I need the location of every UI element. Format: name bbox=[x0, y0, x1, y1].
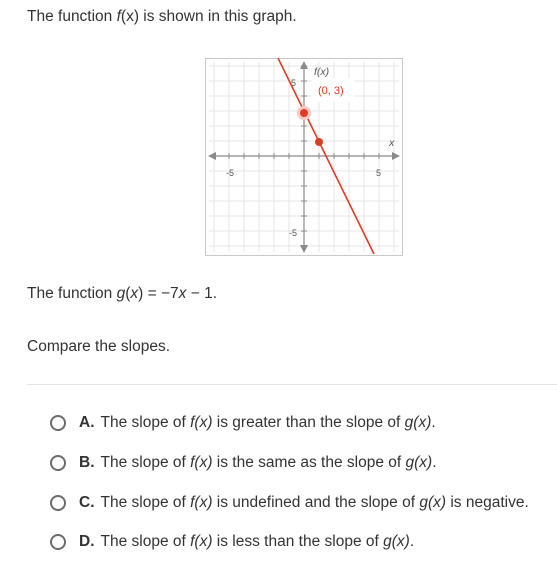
intro-fn: f bbox=[116, 8, 121, 25]
point-second[interactable] bbox=[315, 138, 323, 146]
x-tick-label-neg5: -5 bbox=[226, 168, 235, 178]
y-tick-label-5: 5 bbox=[291, 78, 297, 88]
option-text-part: . bbox=[431, 414, 436, 431]
graph-svg bbox=[205, 58, 403, 256]
option-d[interactable] bbox=[50, 530, 414, 554]
point-label: (0, 3) bbox=[318, 85, 344, 97]
intro-pre: The function bbox=[27, 8, 117, 25]
option-text-part: . bbox=[432, 454, 437, 471]
option-text-part: The slope of bbox=[100, 533, 191, 550]
intro-arg: (x) bbox=[120, 8, 139, 25]
option-letter: A. bbox=[79, 414, 95, 431]
option-text bbox=[101, 533, 415, 551]
g-pre: The function bbox=[27, 285, 117, 302]
option-a[interactable] bbox=[50, 411, 436, 435]
g-function-definition bbox=[27, 285, 217, 303]
option-text-part: is greater than the slope of bbox=[212, 414, 405, 431]
y-axis-label: f(x) bbox=[314, 66, 330, 78]
option-fn: f(x) bbox=[190, 414, 213, 431]
radio-d[interactable] bbox=[50, 534, 66, 550]
option-letter: B. bbox=[79, 454, 95, 471]
option-letter: D. bbox=[79, 533, 95, 550]
option-text bbox=[101, 494, 529, 512]
option-fn: g(x) bbox=[419, 494, 447, 511]
option-b[interactable] bbox=[50, 451, 437, 475]
option-fn: f(x) bbox=[190, 454, 213, 471]
function-graph bbox=[205, 58, 403, 256]
radio-a[interactable] bbox=[50, 415, 66, 431]
option-text-part: The slope of bbox=[100, 454, 191, 471]
option-fn: g(x) bbox=[404, 414, 432, 431]
option-text bbox=[101, 454, 437, 472]
option-fn: g(x) bbox=[383, 533, 410, 550]
option-c[interactable] bbox=[50, 491, 529, 515]
g-post: − 1. bbox=[186, 285, 217, 302]
compare-prompt: Compare the slopes. bbox=[27, 338, 171, 355]
y-tick-label-neg5: -5 bbox=[289, 228, 298, 238]
g-fn: g bbox=[116, 285, 126, 302]
option-fn: f(x) bbox=[190, 533, 213, 550]
g-var2: x bbox=[178, 285, 187, 302]
option-text-part: is negative. bbox=[446, 494, 529, 511]
x-tick-label-5: 5 bbox=[376, 168, 382, 178]
x-axis-label: x bbox=[389, 137, 395, 149]
question-intro bbox=[27, 8, 297, 26]
option-text bbox=[101, 414, 436, 432]
option-text-part: is the same as the slope of bbox=[212, 454, 406, 471]
divider bbox=[27, 384, 557, 385]
option-text-part: is less than the slope of bbox=[212, 533, 384, 550]
option-fn: f(x) bbox=[190, 494, 213, 511]
g-var: x bbox=[130, 285, 139, 302]
option-text-part: is undefined and the slope of bbox=[212, 494, 420, 511]
radio-b[interactable] bbox=[50, 455, 66, 471]
option-text-part: The slope of bbox=[100, 414, 191, 431]
intro-post: is shown in this graph. bbox=[139, 8, 297, 25]
g-mid: ) = −7 bbox=[138, 285, 179, 302]
g-paren-open: ( bbox=[125, 285, 131, 302]
option-text-part: The slope of bbox=[100, 494, 191, 511]
point-y-intercept[interactable] bbox=[300, 109, 308, 117]
option-text-part: . bbox=[409, 533, 415, 550]
radio-c[interactable] bbox=[50, 495, 66, 511]
option-letter: C. bbox=[79, 494, 95, 511]
option-fn: g(x) bbox=[405, 454, 433, 471]
